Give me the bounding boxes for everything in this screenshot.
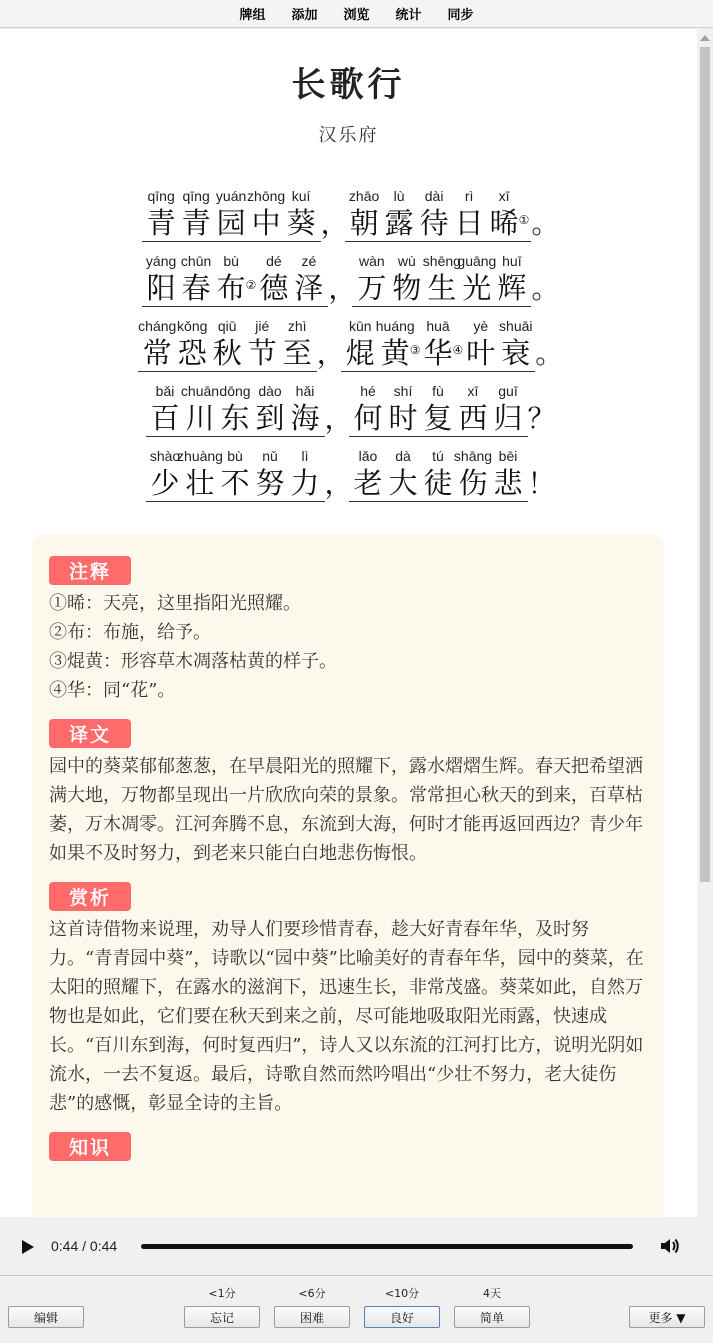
hanzi: 辉 <box>497 271 527 305</box>
poem-char <box>424 252 459 306</box>
hanzi: 常 <box>142 336 172 370</box>
pinyin: lù <box>393 188 405 204</box>
hanzi: 海 <box>290 401 320 435</box>
hanzi: 焜 <box>345 336 375 370</box>
pinyin: hǎi <box>295 383 315 399</box>
pinyin: chuān <box>180 383 220 399</box>
analysis-text: 这首诗借物来说理，劝导人们要珍惜青春，趁大好青春年华，及时努力。“青青园中葵”，诗歌以“园中葵”比喻美好的青春年华，园中的葵菜，在太阳的照耀下，在露水的滋润下，迅速生长，非常茂盛。葵菜如此，自然万物也是如此，它们要在秋天到来之前，尽可能地吸取阳光雨露，快速成长。“百川东到海，何时复西归”，诗人又以东流的江河打比方，说明光阴如流水，一去不复返。最后，诗歌自然而然吟唱出“少壮不努力，老大徒伤悲”的感慨，彰显全诗的主旨。 <box>49 919 644 1114</box>
pinyin: cháng <box>138 318 177 334</box>
hanzi: 泽 <box>294 271 324 305</box>
punctuation: 。 <box>535 337 564 370</box>
poem-half-line <box>146 382 325 437</box>
note-marker: ① <box>518 213 530 227</box>
hanzi: 大 <box>388 466 418 500</box>
hanzi: 布 <box>216 271 246 305</box>
pinyin: zé <box>301 253 317 269</box>
hanzi: 青 <box>181 206 211 240</box>
poem-char <box>494 252 529 306</box>
hanzi: 何 <box>353 401 383 435</box>
poem-char <box>253 382 288 436</box>
pinyin: shāng <box>453 448 493 464</box>
hanzi: 恐 <box>177 336 207 370</box>
poem-char <box>179 252 214 306</box>
easy-due-label: 4天 <box>483 1287 501 1300</box>
hanzi: 少 <box>150 466 180 500</box>
pinyin: shào <box>149 448 181 464</box>
note-marker: ③ <box>409 343 421 357</box>
pinyin: bù <box>227 448 243 464</box>
pinyin: shēng <box>422 253 461 269</box>
poem-body <box>0 177 697 502</box>
poem-char <box>456 382 491 436</box>
poem-half-line <box>146 447 325 502</box>
poem-char <box>288 382 323 436</box>
pinyin: lì <box>301 448 309 464</box>
pinyin: kǒng <box>177 318 208 334</box>
poem-char <box>463 317 498 371</box>
poem-char <box>218 382 253 436</box>
card-webview <box>0 29 697 1217</box>
hanzi: 川 <box>185 401 215 435</box>
notes-label: 注释 <box>49 556 131 585</box>
poem-line <box>0 372 697 437</box>
hanzi: 百 <box>150 401 180 435</box>
audio-player <box>0 1217 713 1275</box>
menu-decks[interactable]: 牌组 <box>239 8 266 23</box>
menu-add[interactable]: 添加 <box>291 8 318 23</box>
hanzi: 叶 <box>466 336 496 370</box>
hanzi: 不 <box>220 466 250 500</box>
poem-half-line <box>349 382 528 437</box>
pinyin: dài <box>424 188 444 204</box>
poem-char <box>180 382 220 436</box>
pinyin: bù <box>223 253 239 269</box>
poem-char <box>245 317 280 371</box>
hanzi: 时 <box>388 401 418 435</box>
pinyin: zhāo <box>348 188 380 204</box>
translation-text: 园中的葵菜郁郁葱葱，在早晨阳光的照耀下，露水熠熠生辉。春天把希望洒满大地，万物都呈现出一片欣欣向荣的景象。常常担心秋天的到来，百草枯萎，万木凋零。江河奔腾不息，东流到大海，何时才能再返回西边？青少年如果不及时努力，到老来只能白白地悲伤悔恨。 <box>49 756 643 864</box>
audio-time: 0:44 / 0:44 <box>51 1238 118 1254</box>
good-button[interactable]: 良好 <box>364 1306 440 1328</box>
pinyin: chūn <box>180 253 212 269</box>
poem-half-line <box>349 447 528 502</box>
poem-half-line <box>345 187 532 242</box>
scroll-up-icon[interactable] <box>700 35 710 41</box>
hanzi: 复 <box>423 401 453 435</box>
pinyin: huā <box>426 318 450 334</box>
poem-char <box>382 187 417 241</box>
poem-char <box>291 252 326 306</box>
pinyin: lǎo <box>358 448 378 464</box>
knowledge-section <box>49 1132 648 1165</box>
audio-progress-track[interactable] <box>141 1244 633 1249</box>
hard-button[interactable]: 困难 <box>274 1306 350 1328</box>
hard-due-label: <6分 <box>298 1287 326 1300</box>
knowledge-label: 知识 <box>49 1132 131 1161</box>
hanzi: 德 <box>259 271 289 305</box>
play-icon[interactable] <box>22 1240 34 1254</box>
good-due-label: <10分 <box>384 1287 420 1300</box>
pinyin: bǎi <box>155 383 175 399</box>
poem-line <box>0 437 697 502</box>
pinyin: dào <box>258 383 282 399</box>
punctuation: ， <box>328 272 357 305</box>
poem-title: 长歌行 <box>291 65 406 105</box>
punctuation: 。 <box>531 207 560 240</box>
notes-section <box>49 556 648 705</box>
poem-char <box>343 317 378 371</box>
poem-char <box>249 187 284 241</box>
poem-char <box>253 447 288 501</box>
hanzi: 朝 <box>349 206 379 240</box>
hanzi: 万 <box>357 271 387 305</box>
pinyin: qīng <box>182 188 210 204</box>
vertical-scrollbar[interactable] <box>697 29 713 1217</box>
hanzi: 秋 <box>212 336 242 370</box>
hanzi: 中 <box>251 206 281 240</box>
hanzi: 晞 <box>489 206 519 240</box>
poem-line <box>0 307 697 372</box>
pinyin: dōng <box>219 383 251 399</box>
pinyin: zhì <box>287 318 307 334</box>
poem-char <box>421 447 456 501</box>
hanzi: 努 <box>255 466 285 500</box>
note-item: ④华：同“花”。 <box>49 680 176 701</box>
poem-char <box>487 187 522 241</box>
scroll-thumb[interactable] <box>700 47 710 882</box>
hanzi: 悲 <box>493 466 523 500</box>
punctuation: ？ <box>527 402 556 435</box>
pinyin: kūn <box>348 318 372 334</box>
pinyin: qiū <box>217 318 237 334</box>
hanzi: 光 <box>462 271 492 305</box>
hanzi: 伤 <box>458 466 488 500</box>
analysis-section <box>49 882 648 1118</box>
pinyin: wàn <box>359 253 385 269</box>
hanzi: 老 <box>353 466 383 500</box>
hanzi: 节 <box>247 336 277 370</box>
pinyin: kuí <box>291 188 311 204</box>
poem-char <box>386 382 421 436</box>
pinyin: rì <box>464 188 474 204</box>
pinyin: jié <box>255 318 270 334</box>
note-marker: ② <box>245 278 257 292</box>
pinyin: shuāi <box>499 318 533 334</box>
poem-char <box>354 252 389 306</box>
hanzi: 到 <box>255 401 285 435</box>
hanzi: 华 <box>423 336 453 370</box>
poem-char <box>389 252 424 306</box>
again-button[interactable]: 忘记 <box>184 1306 260 1328</box>
pinyin: yè <box>473 318 489 334</box>
poem-char <box>179 187 214 241</box>
poem-char <box>218 447 253 501</box>
review-bottom-bar <box>0 1275 713 1343</box>
punctuation: ， <box>324 467 353 500</box>
pinyin: xī <box>467 383 479 399</box>
pinyin: tú <box>432 448 444 464</box>
hanzi: 西 <box>458 401 488 435</box>
poem-char <box>453 447 493 501</box>
pinyin: guī <box>498 383 518 399</box>
pinyin: qīng <box>147 188 175 204</box>
pinyin: hé <box>360 383 376 399</box>
hanzi: 黄 <box>380 336 410 370</box>
poem-char <box>175 317 210 371</box>
pinyin: wù <box>397 253 416 269</box>
poem-char <box>288 447 323 501</box>
pinyin: bēi <box>498 448 518 464</box>
poem-char <box>421 382 456 436</box>
poem-char <box>347 187 382 241</box>
note-marker: ④ <box>452 343 464 357</box>
translation-section <box>49 719 648 868</box>
pinyin: nǔ <box>262 448 278 464</box>
poem-char <box>417 187 452 241</box>
punctuation: ， <box>324 402 353 435</box>
analysis-label: 赏析 <box>49 882 131 911</box>
top-menu-bar <box>0 0 713 28</box>
poem-char <box>284 187 319 241</box>
hanzi: 待 <box>419 206 449 240</box>
punctuation: ， <box>316 337 345 370</box>
hanzi: 春 <box>181 271 211 305</box>
notes-panel <box>32 534 664 1217</box>
poem-char <box>375 317 415 371</box>
menu-sync[interactable]: 同步 <box>447 8 474 23</box>
punctuation: ！ <box>527 467 556 500</box>
pinyin: dé <box>266 253 282 269</box>
poem-half-line <box>138 317 317 372</box>
poem-char <box>351 382 386 436</box>
poem-char <box>214 252 249 306</box>
pinyin: dà <box>395 448 411 464</box>
note-item: ③焜黄：形容草木凋落枯黄的样子。 <box>49 651 337 672</box>
menu-browse[interactable]: 浏览 <box>343 8 370 23</box>
poem-char <box>177 447 223 501</box>
note-item: ①晞：天亮，这里指阳光照耀。 <box>49 593 301 614</box>
hanzi: 青 <box>146 206 176 240</box>
pinyin: yuán <box>215 188 247 204</box>
poem-char <box>144 187 179 241</box>
again-due-label: <1分 <box>208 1287 236 1300</box>
pinyin: zhōng <box>247 188 286 204</box>
pinyin: guāng <box>457 253 497 269</box>
poem-char <box>351 447 386 501</box>
poem-char <box>214 187 249 241</box>
pinyin: zhuàng <box>177 448 223 464</box>
poem-half-line <box>341 317 536 372</box>
hanzi: 至 <box>282 336 312 370</box>
poem-char <box>256 252 291 306</box>
pinyin: yáng <box>145 253 177 269</box>
pinyin: huī <box>502 253 522 269</box>
poem-half-line <box>352 252 531 307</box>
poem-char <box>280 317 315 371</box>
hanzi: 阳 <box>146 271 176 305</box>
hanzi: 葵 <box>286 206 316 240</box>
poem-line <box>0 177 697 242</box>
hanzi: 归 <box>493 401 523 435</box>
more-button[interactable]: 更多 ▼ <box>629 1306 705 1328</box>
hanzi: 露 <box>384 206 414 240</box>
poem-char <box>140 317 175 371</box>
note-item: ②布：布施，给予。 <box>49 622 211 643</box>
punctuation: ， <box>320 207 349 240</box>
hanzi: 衰 <box>501 336 531 370</box>
pinyin: huáng <box>375 318 415 334</box>
poem-char <box>457 252 497 306</box>
poem-char <box>452 187 487 241</box>
volume-icon[interactable] <box>660 1237 680 1255</box>
poem-char <box>498 317 533 371</box>
hanzi: 力 <box>290 466 320 500</box>
easy-button[interactable]: 简单 <box>454 1306 530 1328</box>
pinyin: xī <box>498 188 510 204</box>
hanzi: 生 <box>427 271 457 305</box>
menu-stats[interactable]: 统计 <box>395 8 422 23</box>
poem-char <box>210 317 245 371</box>
hanzi: 壮 <box>185 466 215 500</box>
hanzi: 徒 <box>423 466 453 500</box>
poem-char <box>144 252 179 306</box>
pinyin: shí <box>393 383 413 399</box>
poem-char <box>148 382 183 436</box>
hanzi: 东 <box>220 401 250 435</box>
poem-char <box>386 447 421 501</box>
poem-char <box>491 382 526 436</box>
punctuation: 。 <box>531 272 560 305</box>
poem-half-line <box>142 187 321 242</box>
poem-line <box>0 242 697 307</box>
hanzi: 园 <box>216 206 246 240</box>
pinyin: fù <box>432 383 444 399</box>
poem-char <box>491 447 526 501</box>
translation-label: 译文 <box>49 719 131 748</box>
poem-author: 汉乐府 <box>318 125 379 146</box>
hanzi: 物 <box>392 271 422 305</box>
edit-button[interactable]: 编辑 <box>8 1306 84 1328</box>
hanzi: 日 <box>454 206 484 240</box>
poem-char <box>421 317 456 371</box>
poem-half-line <box>142 252 329 307</box>
